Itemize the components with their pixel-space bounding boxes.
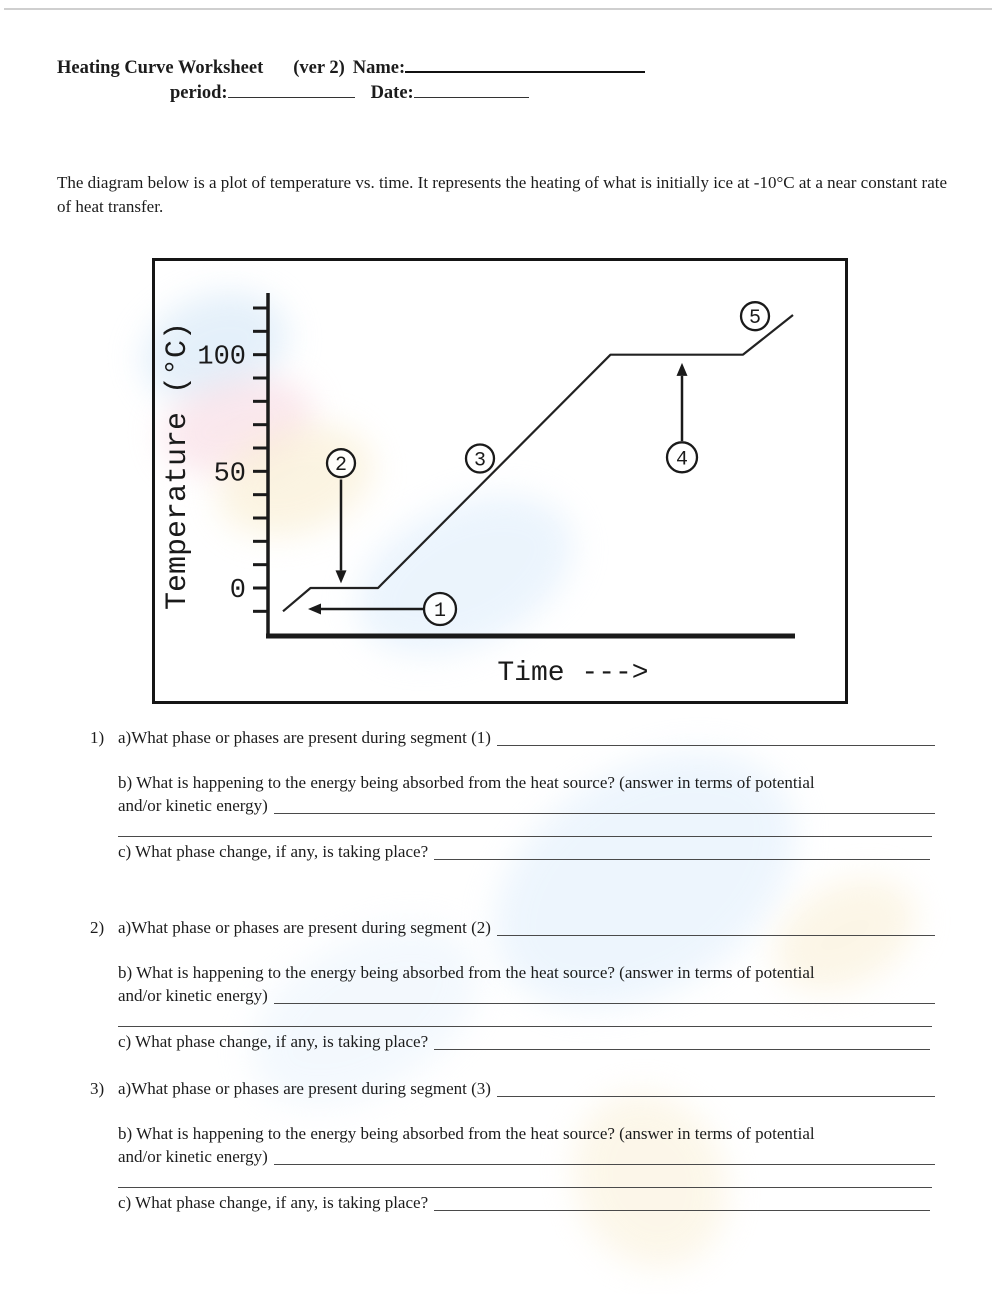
- date-blank-field[interactable]: [414, 95, 529, 98]
- date-label: Date:: [370, 83, 414, 103]
- svg-text:0: 0: [229, 576, 246, 606]
- question-2: [90, 917, 935, 1057]
- question-2a-text: a)What phase or phases are present during segment (2): [118, 918, 491, 937]
- svg-text:Temperature (°C): Temperature (°C): [161, 321, 195, 611]
- worksheet-header: [57, 58, 645, 104]
- question-1b-text-line1: b) What is happening to the energy being absorbed from the heat source? (answer in terms of potential: [118, 773, 815, 792]
- answer-blank-3c[interactable]: [434, 1192, 930, 1211]
- answer-blank-3a[interactable]: [497, 1078, 935, 1097]
- svg-text:1: 1: [433, 599, 447, 623]
- question-3b-text-line1: b) What is happening to the energy being absorbed from the heat source? (answer in terms of potential: [118, 1124, 815, 1143]
- heating-curve-chart: [155, 261, 845, 701]
- svg-text:50: 50: [213, 459, 246, 490]
- question-3c-text: c) What phase change, if any, is taking place?: [118, 1193, 429, 1212]
- answer-blank-1b[interactable]: [274, 794, 935, 814]
- intro-paragraph: The diagram below is a plot of temperature vs. time. It represents the heating of what is initially ice at -10°C at a near constant rate of heat transfer.: [57, 173, 948, 216]
- question-2c-text: c) What phase change, if any, is taking place?: [118, 1032, 429, 1051]
- answer-blank-1c[interactable]: [434, 841, 930, 860]
- period-blank-field[interactable]: [228, 95, 355, 98]
- svg-text:100: 100: [197, 342, 246, 373]
- question-3b-text-line2: and/or kinetic energy): [118, 1147, 268, 1166]
- answer-blank-2a[interactable]: [497, 917, 935, 936]
- question-1c-text: c) What phase change, if any, is taking place?: [118, 842, 429, 861]
- question-3: [90, 1078, 935, 1218]
- question-1: [90, 727, 935, 867]
- answer-blank-2b-continued[interactable]: [118, 1014, 932, 1027]
- svg-text:2: 2: [334, 454, 348, 478]
- question-1-number: 1): [90, 728, 105, 747]
- question-1a-text: a)What phase or phases are present during segment (1): [118, 728, 491, 747]
- answer-blank-3b[interactable]: [274, 1145, 935, 1165]
- name-label: Name:: [352, 58, 406, 78]
- svg-text:3: 3: [473, 449, 487, 473]
- svg-text:Time --->: Time --->: [497, 658, 649, 689]
- period-label: period:: [170, 83, 228, 103]
- heating-curve-diagram: [152, 258, 848, 704]
- answer-blank-2b[interactable]: [274, 984, 935, 1004]
- answer-blank-3b-continued[interactable]: [118, 1175, 932, 1188]
- svg-text:5: 5: [748, 307, 762, 331]
- question-3-number: 3): [90, 1079, 105, 1098]
- worksheet-title: Heating Curve Worksheet: [57, 58, 264, 78]
- answer-blank-1a[interactable]: [497, 727, 935, 746]
- question-2b-text-line2: and/or kinetic energy): [118, 986, 268, 1005]
- name-blank-field[interactable]: [405, 69, 645, 73]
- question-3a-text: a)What phase or phases are present during segment (3): [118, 1079, 491, 1098]
- answer-blank-1b-continued[interactable]: [118, 824, 932, 837]
- question-1b-text-line2: and/or kinetic energy): [118, 796, 268, 815]
- version-label: (ver 2): [293, 58, 345, 78]
- question-2b-text-line1: b) What is happening to the energy being absorbed from the heat source? (answer in terms of potential: [118, 963, 815, 982]
- answer-blank-2c[interactable]: [434, 1031, 930, 1050]
- question-2-number: 2): [90, 918, 105, 937]
- svg-text:4: 4: [675, 448, 689, 472]
